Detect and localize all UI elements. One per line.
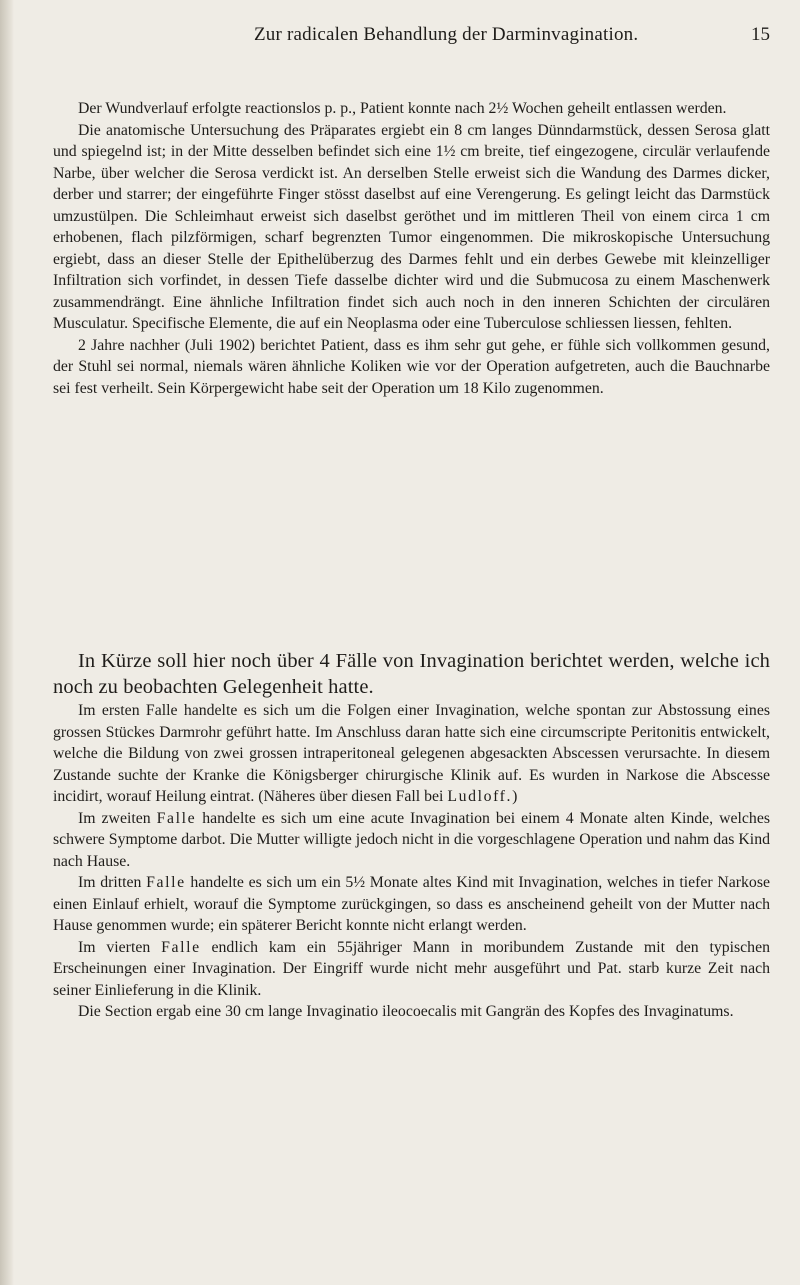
page-binding-shadow bbox=[0, 0, 14, 1285]
paragraph-case-3 bbox=[53, 872, 770, 937]
paragraph-case-1 bbox=[53, 700, 770, 808]
case-4-text: endlich kam ein 55jähriger Mann in moribundem Zustande mit den typischen Erscheinungen einer Invagination. Der Eingriff wurde nicht mehr ausgeführt und Pat. starb kurze Zeit nach seiner Einlieferung in die Klinik. bbox=[53, 938, 770, 999]
case-3-text: handelte es sich um ein 5½ Monate altes Kind mit Invagination, welches in tiefer Narkose einen Einlauf erhielt, worauf die Symptome zurückgingen, so dass es anscheinend geheilt von der Mutter nach Hause genommen wurde; ein späterer Bericht konnte nicht erlangt werden. bbox=[53, 874, 770, 934]
case-1-author: Ludloff. bbox=[447, 788, 513, 805]
case-1-end: ) bbox=[512, 788, 518, 805]
case-3-prefix: Im dritten bbox=[78, 874, 147, 891]
page-header bbox=[0, 24, 800, 48]
paragraph-section-result: Die Section ergab eine 30 cm lange Invaginatio ileocoecalis mit Gangrän des Kopfes des Invaginatums. bbox=[78, 1003, 734, 1020]
case-1-prefix: Im ersten Falle bbox=[78, 702, 178, 719]
case-1-text: handelte es sich um die Folgen einer Invagination, welche spontan zur Abstossung eines grossen Stückes Darmrohr geführt hatte. Im Anschluss daran hatte sich eine circumscripte Peritonitis entwickelt, welche die Bildung von zwei grossen intraperitoneal gelegenen abgesackten Abscessen verursachte. In diesem Zustande suchte der Kranke die Königsberger chirurgische Klinik auf. Es wurden in Narkose die Abscesse incidirt, worauf Heilung eintrat. (Näheres über diesen Fall bei bbox=[53, 702, 770, 805]
running-title: Zur radicalen Behandlung der Darminvagination. bbox=[254, 24, 639, 45]
body-text-cases bbox=[53, 648, 770, 1023]
case-4-spaced: Falle bbox=[161, 938, 201, 956]
paragraph-anatomy: Die anatomische Untersuchung des Präparates ergiebt ein 8 cm langes Dünndarmstück, dessen Serosa glatt und spiegelnd ist; in der Mitte desselben befindet sich eine 1½ cm breite, tief eingezogene, circulär verlaufende Narbe, über welcher die Serosa verdickt ist. An derselben Stelle erweist sich die Wandung des Darmes dicker, derber und starrer; der eingeführte Finger stösst daselbst auf eine Verengerung. Es gelingt leicht das Darmstück umzustülpen. Die Schleimhaut erweist sich daselbst geröthet und im mittleren Theil von einem circa 1 cm erhobenen, flach pilzförmigen, scharf begrenzten Tumor eingenommen. Die mikroskopische Untersuchung ergiebt, dass an dieser Stelle der Epithelüberzug des Darmes fehlt und ein derbes Gewebe mit kleinzelliger Infiltration sich vorfindet, in dessen Tiefe dasselbe dichter wird und die Submucosa zu einem Maschenwerk zusammendrängt. Eine ähnliche Infiltration findet sich auch noch in den inneren Schichten der circulären Musculatur. Specifische Elemente, die auf ein Neoplasma oder eine Tuberculose schliessen liessen, fehlten. bbox=[53, 121, 770, 332]
page-number: 15 bbox=[751, 24, 770, 45]
paragraph-case-2 bbox=[53, 808, 770, 873]
case-4-prefix: Im vierten bbox=[78, 938, 162, 956]
case-3-spaced: Falle bbox=[146, 874, 186, 891]
case-2-text: handelte es sich um eine acute Invagination bei einem 4 Monate alten Kinde, welches schwere Symptome darbot. Die Mutter willigte jedoch nicht in die vorgeschlagene Operation und nahm das Kind nach Hause. bbox=[53, 809, 770, 870]
body-text-top bbox=[53, 98, 770, 399]
paragraph-case-4 bbox=[53, 937, 770, 1002]
case-2-prefix: Im zweiten bbox=[78, 809, 157, 827]
case-2-spaced: Falle bbox=[156, 809, 197, 827]
paragraph-lead-heading: In Kürze soll hier noch über 4 Fälle von Invagination berichtet werden, welche ich noch zu beobachten Gelegenheit hatte. bbox=[53, 650, 770, 698]
paragraph-wound-course: Der Wundverlauf erfolgte reactionslos p. p., Patient konnte nach 2½ Wochen geheilt entlassen werden. bbox=[78, 100, 727, 117]
paragraph-follow-up: 2 Jahre nachher (Juli 1902) berichtet Patient, dass es ihm sehr gut gehe, er fühle sich vollkommen gesund, der Stuhl sei normal, niemals wären ähnliche Koliken wie vor der Operation aufgetreten, auch die Bauchnarbe sei fest verheilt. Sein Körpergewicht habe seit der Operation um 18 Kilo zugenommen. bbox=[53, 336, 770, 397]
